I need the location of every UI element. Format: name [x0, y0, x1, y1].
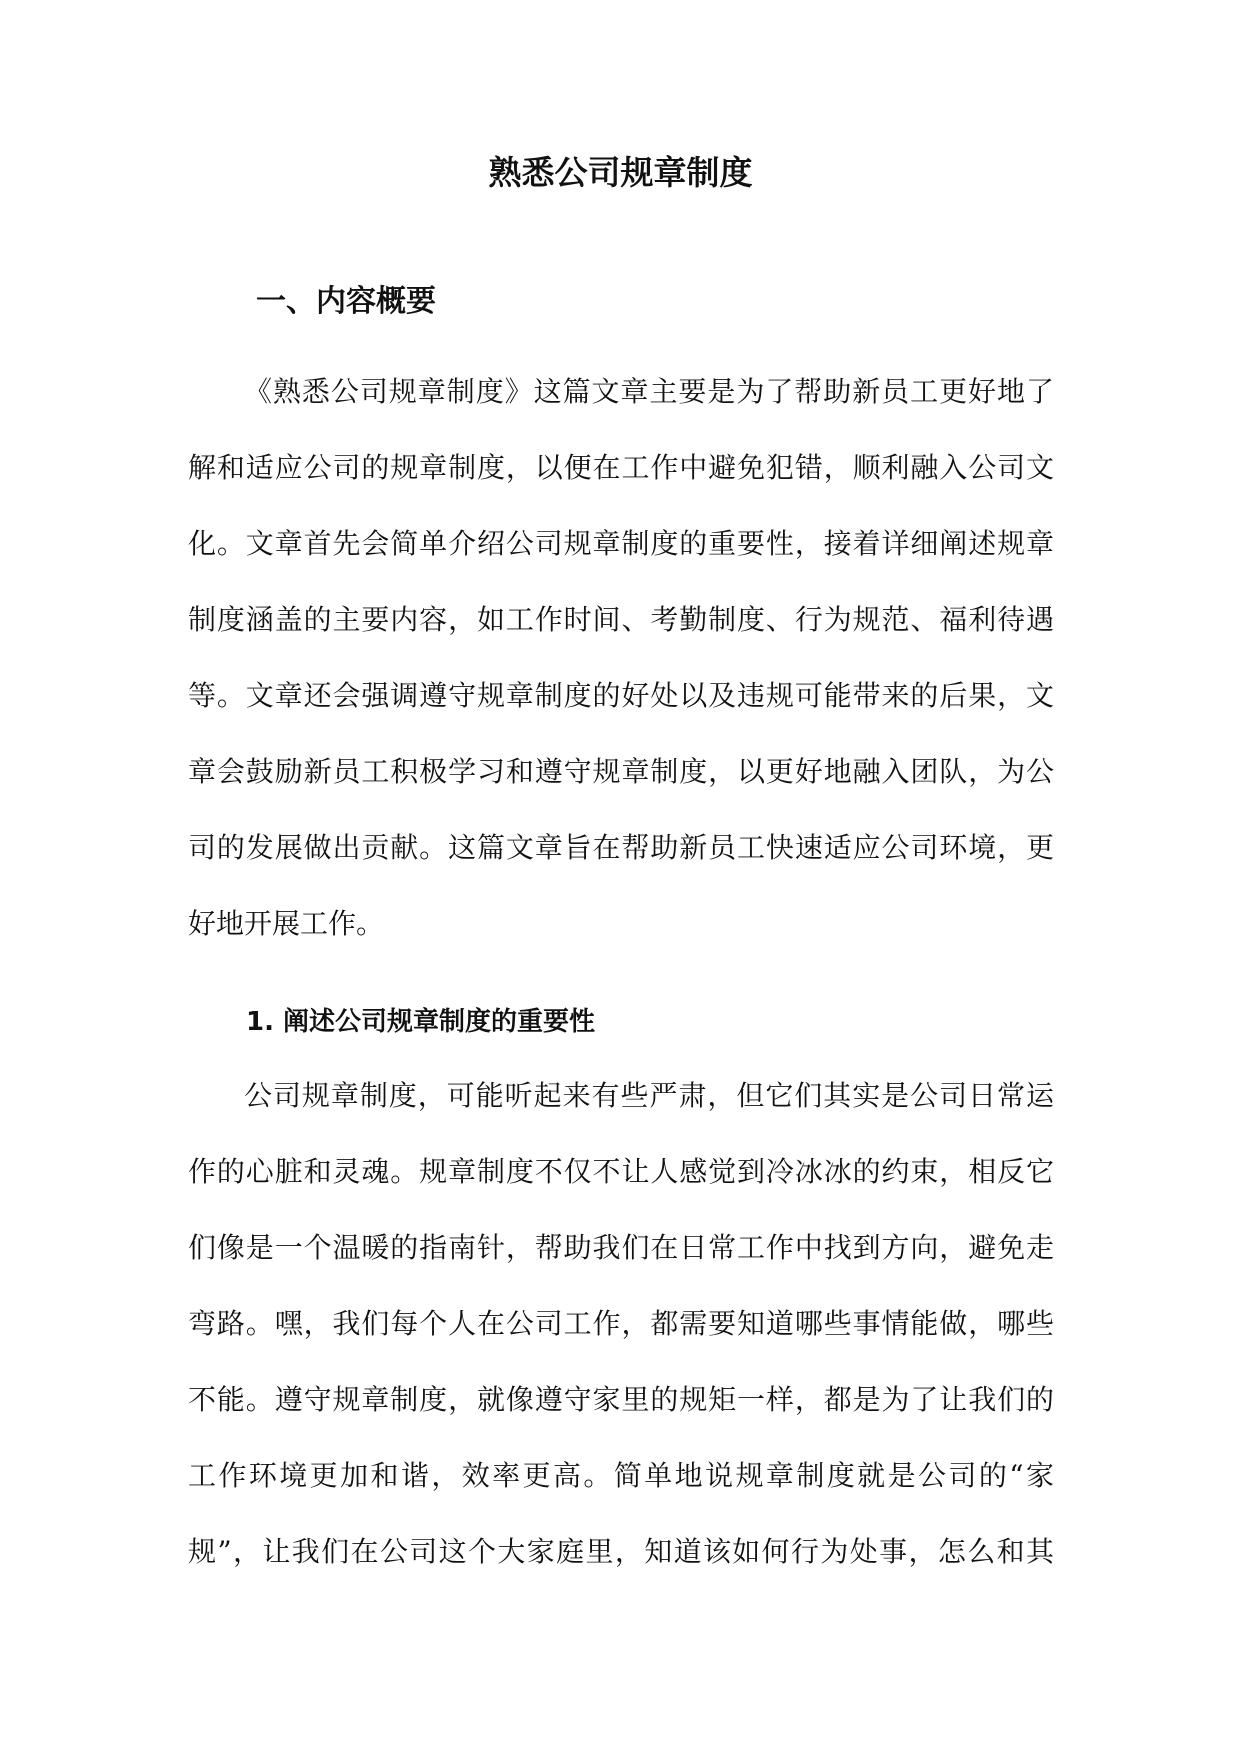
paragraph-line: 作的心脏和灵魂。规章制度不仅不让人感觉到冷冰冰的约束，相反它 [188, 1155, 1054, 1188]
summary-paragraph [188, 354, 1054, 962]
paragraph-line: 解和适应公司的规章制度，以便在工作中避免犯错，顺利融入公司文 [188, 451, 1054, 484]
paragraph-line: 弯路。嘿，我们每个人在公司工作，都需要知道哪些事情能做，哪些 [188, 1307, 1054, 1340]
importance-paragraph [188, 1058, 1054, 1590]
paragraph-line: 司的发展做出贡献。这篇文章旨在帮助新员工快速适应公司环境，更 [188, 831, 1054, 864]
document-title: 熟悉公司规章制度 [488, 153, 753, 192]
paragraph-line: 《熟悉公司规章制度》这篇文章主要是为了帮助新员工更好地了 [244, 375, 1054, 408]
section-heading-summary: 一、内容概要 [256, 284, 436, 319]
subsection-heading-importance: 1. 阐述公司规章制度的重要性 [246, 1007, 596, 1037]
paragraph-line: 们像是一个温暖的指南针，帮助我们在日常工作中找到方向，避免走 [188, 1231, 1054, 1264]
paragraph-line: 化。文章首先会简单介绍公司规章制度的重要性，接着详细阐述规章 [188, 527, 1054, 560]
paragraph-line: 章会鼓励新员工积极学习和遵守规章制度，以更好地融入团队，为公 [188, 755, 1054, 788]
paragraph-line: 工作环境更加和谐，效率更高。简单地说规章制度就是公司的“家 [188, 1459, 1054, 1492]
paragraph-line: 好地开展工作。 [188, 907, 385, 940]
paragraph-line: 不能。遵守规章制度，就像遵守家里的规矩一样，都是为了让我们的 [188, 1383, 1054, 1416]
paragraph-line: 制度涵盖的主要内容，如工作时间、考勤制度、行为规范、福利待遇 [188, 603, 1054, 636]
paragraph-line: 公司规章制度，可能听起来有些严肃，但它们其实是公司日常运 [244, 1079, 1054, 1112]
paragraph-line: 规”，让我们在公司这个大家庭里，知道该如何行为处事，怎么和其 [188, 1535, 1054, 1568]
paragraph-line: 等。文章还会强调遵守规章制度的好处以及违规可能带来的后果，文 [188, 679, 1054, 712]
